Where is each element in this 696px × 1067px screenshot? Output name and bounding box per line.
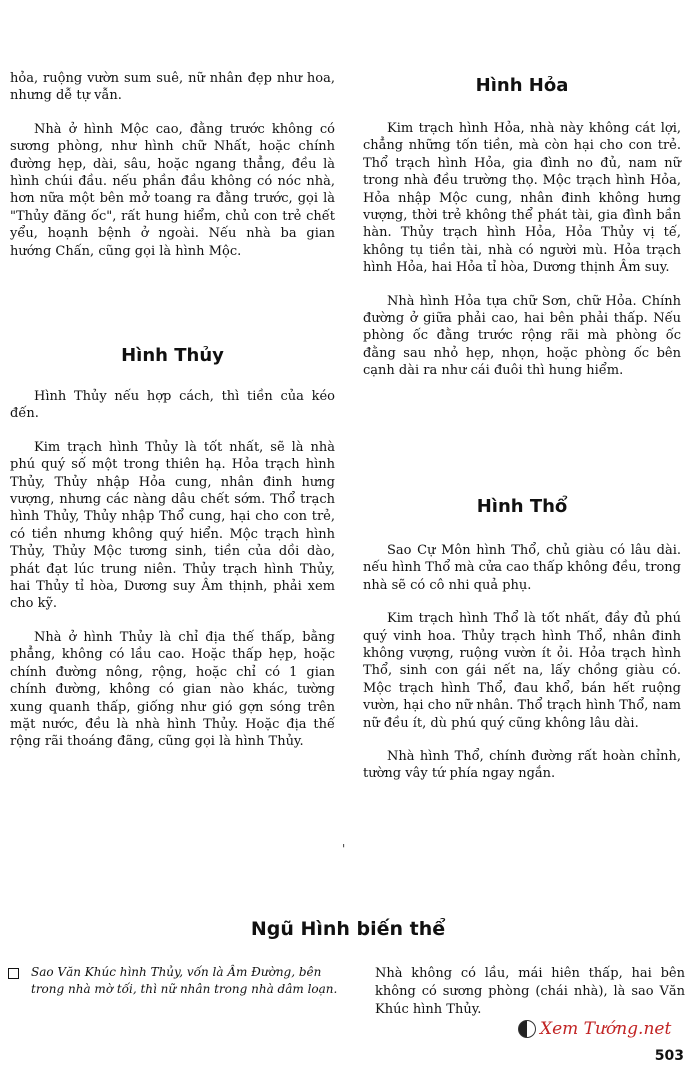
separator-mark: ' xyxy=(342,842,346,856)
left-column xyxy=(10,70,335,750)
bottom-right-text-block xyxy=(375,965,685,1019)
heading-hinh-hoa: Hình Hỏa xyxy=(475,75,569,96)
paragraph: Kim trạch hình Thổ là tốt nhất, đầy đủ phú quý vinh hoa. Thủy trạch hình Thổ, nhân đinh không vượng, ruộng vườn ít ỏi. Hỏa trạch hình Thổ, sinh con gái nết na, lấy chồng giàu có. Mộc trạch hình Thổ, đau khổ, bán hết ruộng vườn, hại cho nữ nhân. Thổ trạch hình Thổ, nam nữ đều ít, dù phú quý cũng không lâu dài. xyxy=(363,611,681,731)
note-text: Sao Văn Khúc hình Thủy, vốn là Âm Đường, bên trong nhà mờ tối, thì nữ nhân trong nhà dâm loạn. xyxy=(31,965,338,996)
hinh-hoa-section xyxy=(363,120,681,380)
paragraph: Nhà hình Thổ, chính đường rất hoàn chỉnh, tường vây tứ phía ngay ngắn. xyxy=(363,749,681,782)
yin-yang-icon xyxy=(518,1020,536,1038)
paragraph: Nhà không có lầu, mái hiên thấp, hai bên không có sương phòng (chái nhà), là sao Văn Khúc hình Thủy. xyxy=(375,966,685,1017)
heading-hinh-tho: Hình Thổ xyxy=(476,496,568,517)
paragraph: Nhà hình Hỏa tựa chữ Sơn, chữ Hỏa. Chính đường ở giữa phải cao, hai bên phải thấp. Nếu phòng ốc đằng trước rộng rãi mà phòng ốc đằng sau nhỏ hẹp, nhọn, hoặc phòng ốc bên cạnh dài ra như cái đuôi thì hung hiểm. xyxy=(363,293,681,379)
watermark xyxy=(515,1018,674,1040)
section-title: Ngũ Hình biến thể xyxy=(250,918,446,940)
paragraph: Nhà ở hình Thủy là chỉ địa thế thấp, bằng phẳng, không có lầu cao. Hoặc thấp hẹp, hoặc chính đường nông, rộng, hoặc chỉ có 1 gian chính đường, không có gian nào khác, tường xung quanh thấp, giống như gió gợn sóng trên mặt nước, đều là nhà hình Thủy. Hoặc địa thế rộng rãi thoáng đãng, cũng gọi là hình Thủy. xyxy=(10,629,335,750)
paragraph: Hình Thủy nếu hợp cách, thì tiền của kéo đến. xyxy=(10,389,335,422)
paragraph: Sao Cự Môn hình Thổ, chủ giàu có lâu dài. nếu hình Thổ mà cửa cao thấp không đều, trong nhà sẽ có cô nhi quả phụ. xyxy=(363,543,681,593)
hinh-thuy-section xyxy=(10,388,335,751)
checkbox-icon xyxy=(8,968,19,979)
paragraph: hỏa, ruộng vườn sum suê, nữ nhân đẹp như hoa, nhưng dễ tự vẫn. xyxy=(10,71,335,104)
paragraph: Kim trạch hình Thủy là tốt nhất, sẽ là nhà phú quý số một trong thiên hạ. Hỏa trạch hình Thủy, Thủy nhập Hỏa cung, nhân đinh hưng vượng, nhưng các nàng dâu chết sớm. Thổ trạch hình Thủy, Thủy nhập Thổ cung, hại cho con trẻ, có tiền nhưng không quý hiển. Mộc trạch hình Thủy, Thủy Mộc tương sinh, tiền của dồi dào, phát đạt lúc trung niên. Thủy trạch hình Thủy, hai Thủy tỉ hòa, Dương suy Âm thịnh, phải xem cho kỹ. xyxy=(10,439,335,612)
heading-hinh-thuy: Hình Thủy xyxy=(121,345,224,366)
watermark-text: Xem Tướng.net xyxy=(540,1019,672,1039)
paragraph: Kim trạch hình Hỏa, nhà này không cát lợi, chẳng những tốn tiền, mà còn hại cho con trẻ. Thổ trạch hình Hỏa, gia đình no đủ, nam nữ trong nhà đều trường thọ. Mộc trạch hình Hỏa, Hỏa nhập Mộc cung, nhân đinh không hưng vượng, thời trẻ không thể phát tài, gia đình bần hàn. Thủy trạch hình Hỏa, Hỏa Thủy vị tế, không tụ tiền tài, nhà có người mù. Hỏa trạch hình Hỏa, hai Hỏa tỉ hòa, Dương thịnh Âm suy. xyxy=(363,121,681,276)
paragraph: Nhà ở hình Mộc cao, đằng trước không có sương phòng, như hình chữ Nhất, hoặc chính đường hẹp, dài, sâu, hoặc ngang thẳng, đều là hình chúi đầu. nếu phần đầu không có nóc nhà, hơn nữa một bên mở toang ra đằng trước, gọi là "Thủy đăng ốc", rất hung hiểm, chủ con trẻ chết yểu, hoạnh bệnh ở ngoài. Nếu nhà ba gian hướng Chấn, cũng gọi là hình Mộc. xyxy=(10,121,335,259)
note-box xyxy=(8,964,343,998)
page-number: 503 xyxy=(654,1048,684,1064)
hinh-tho-section xyxy=(363,542,681,783)
